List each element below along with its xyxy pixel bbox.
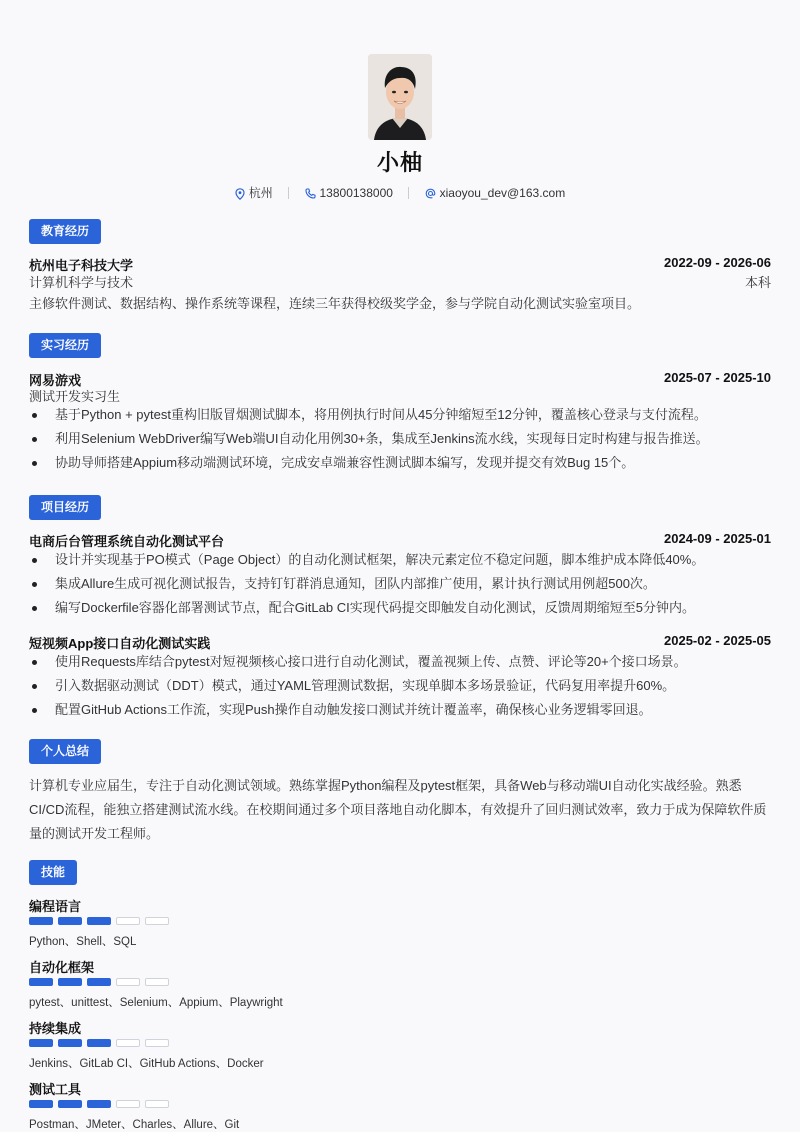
level-segment-empty [145, 1100, 169, 1108]
at-sign-icon [425, 188, 436, 199]
skill-name: 编程语言 [29, 899, 82, 914]
skill-name: 持续集成 [29, 1021, 82, 1036]
education-description: 主修软件测试、数据结构、操作系统等课程，连续三年获得校级奖学金，参与学院自动化测试实验室项目。 [29, 296, 641, 311]
contact-email[interactable] [425, 186, 566, 200]
level-segment-empty [145, 917, 169, 925]
skill-name: 测试工具 [29, 1082, 82, 1097]
level-segment-empty [145, 1039, 169, 1047]
level-segment-empty [116, 978, 140, 986]
level-segment-filled [58, 1039, 82, 1047]
education-subheader [29, 272, 771, 291]
list-item: 设计并实现基于PO模式（Page Object）的自动化测试框架，解决元素定位不稳定问题，脚本维护成本降低40%。 [29, 548, 771, 572]
skill-level-bar [29, 1039, 174, 1047]
skill-items: pytest、unittest、Selenium、Appium、Playwright [29, 997, 283, 1009]
project-bullets [29, 548, 771, 620]
level-segment-filled [87, 917, 111, 925]
summary-text: 计算机专业应届生，专注于自动化测试领域。熟练掌握Python编程及pytest框架，具备Web与移动端UI自动化实战经验。熟悉CI/CD流程，能独立搭建测试流水线。在校期间通过多个项目落地自动化脚本，有效提升了回归测试效率，致力于成为保障软件质量的测试开发工程师。 [29, 778, 767, 841]
level-segment-filled [87, 1100, 111, 1108]
school-name: 杭州电子科技大学 [29, 258, 134, 273]
education-period: 2022-09 - 2026-06 [664, 255, 771, 270]
skill-level-bar [29, 1100, 174, 1108]
contact-city [235, 184, 273, 201]
city-text: 杭州 [248, 186, 273, 200]
phone-icon [305, 188, 316, 199]
list-item: 利用Selenium WebDriver编写Web端UI自动化用例30+条，集成至Jenkins流水线，实现每日定时构建与报告推送。 [29, 427, 771, 451]
major: 计算机科学与技术 [29, 275, 134, 290]
phone-text: 13800138000 [319, 185, 393, 200]
internship-bullets [29, 403, 771, 475]
skill-level-bar [29, 917, 174, 925]
skill-level-bar [29, 978, 174, 986]
contact-phone [305, 186, 393, 200]
level-segment-filled [29, 1039, 53, 1047]
list-item: 基于Python + pytest重构旧版冒烟测试脚本，将用例执行时间从45分钟缩短至12分钟，覆盖核心登录与支付流程。 [29, 403, 771, 427]
level-segment-filled [58, 917, 82, 925]
list-item: 引入数据驱动测试（DDT）模式，通过YAML管理测试数据，实现单脚本多场景验证，代码复用率提升60%。 [29, 674, 771, 698]
degree: 本科 [744, 275, 771, 290]
skill-items: Postman、JMeter、Charles、Allure、Git [29, 1119, 240, 1131]
level-segment-filled [87, 1039, 111, 1047]
level-segment-filled [29, 978, 53, 986]
project-name: 电商后台管理系统自动化测试平台 [29, 534, 225, 549]
avatar [368, 54, 432, 140]
level-segment-filled [58, 978, 82, 986]
section-title-education: 教育经历 [29, 219, 101, 244]
level-segment-filled [29, 917, 53, 925]
section-title-skills: 技能 [29, 860, 77, 885]
level-segment-empty [116, 1100, 140, 1108]
level-segment-empty [145, 978, 169, 986]
level-segment-empty [116, 1039, 140, 1047]
internship-period: 2025-07 - 2025-10 [664, 370, 771, 385]
list-item: 配置GitHub Actions工作流，实现Push操作自动触发接口测试并统计覆盖率，确保核心业务逻辑零回退。 [29, 698, 771, 722]
project-name: 短视频App接口自动化测试实践 [29, 636, 211, 651]
section-title-projects: 项目经历 [29, 495, 101, 520]
list-item: 集成Allure生成可视化测试报告，支持钉钉群消息通知，团队内部推广使用，累计执行测试用例超500次。 [29, 572, 771, 596]
company-name: 网易游戏 [29, 373, 82, 388]
candidate-name: 小柚 [376, 150, 423, 175]
level-segment-filled [58, 1100, 82, 1108]
email-text[interactable]: xiaoyou_dev@163.com [439, 185, 566, 200]
level-segment-filled [87, 978, 111, 986]
divider [408, 187, 409, 199]
skill-name: 自动化框架 [29, 960, 95, 975]
project-period: 2024-09 - 2025-01 [664, 531, 771, 546]
skill-items: Python、Shell、SQL [29, 936, 137, 948]
level-segment-filled [29, 1100, 53, 1108]
list-item: 协助导师搭建Appium移动端测试环境，完成安卓端兼容性测试脚本编写，发现并提交有效Bug 15个。 [29, 451, 771, 475]
section-title-summary: 个人总结 [29, 739, 101, 764]
contact-line [0, 184, 800, 201]
project-bullets [29, 650, 771, 722]
project-period: 2025-02 - 2025-05 [664, 633, 771, 648]
skill-items: Jenkins、GitLab CI、GitHub Actions、Docker [29, 1058, 264, 1070]
divider [288, 187, 289, 199]
list-item: 使用Requests库结合pytest对短视频核心接口进行自动化测试，覆盖视频上传、点赞、评论等20+个接口场景。 [29, 650, 771, 674]
list-item: 编写Dockerfile容器化部署测试节点，配合GitLab CI实现代码提交即触发自动化测试，反馈周期缩短至5分钟内。 [29, 596, 771, 620]
internship-role: 测试开发实习生 [29, 389, 121, 404]
section-title-internship: 实习经历 [29, 333, 101, 358]
location-pin-icon [235, 188, 245, 200]
level-segment-empty [116, 917, 140, 925]
